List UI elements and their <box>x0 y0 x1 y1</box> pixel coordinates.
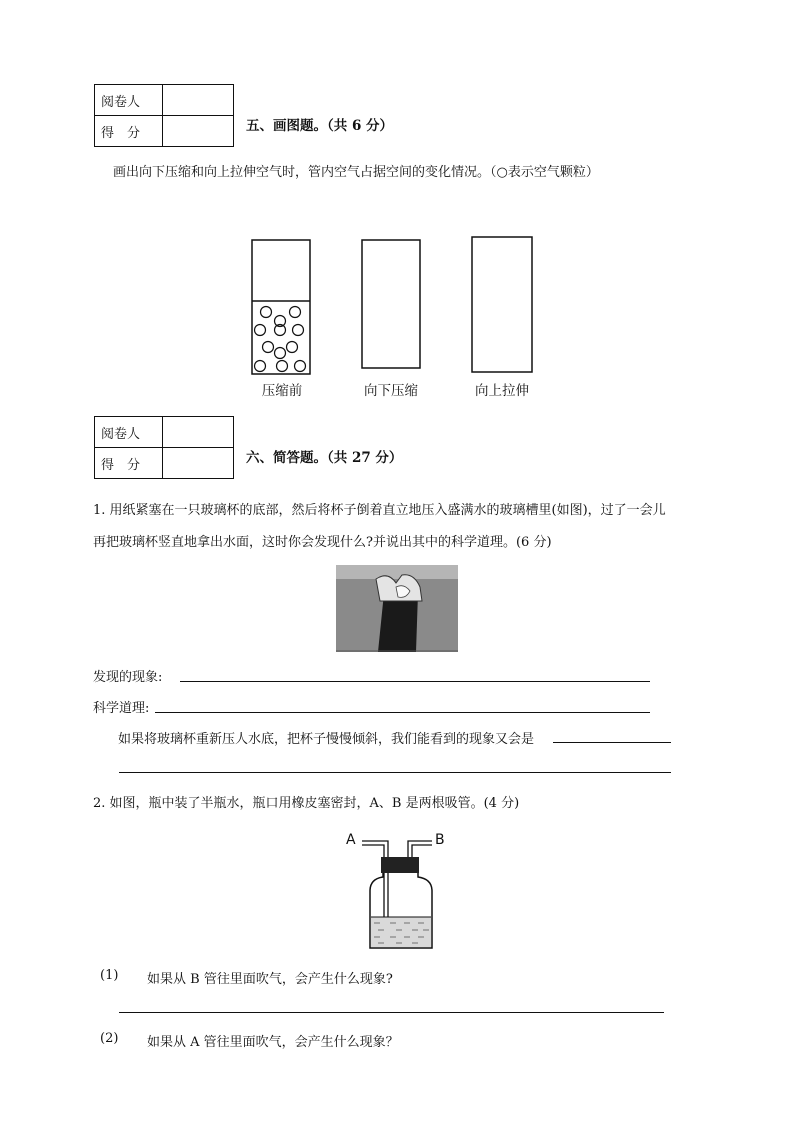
section5-instruction: 画出向下压缩和向上拉伸空气时，管内空气占据空间的变化情况。（○表示空气颗粒） <box>113 165 599 180</box>
tube-label-compressed: 向下压缩 <box>364 383 418 399</box>
sub2-number: (2) <box>100 1031 119 1046</box>
followup-answer-line-2[interactable] <box>119 772 671 773</box>
air-particles <box>255 307 306 372</box>
bottle-figure <box>360 835 445 953</box>
q1-line1: 1. 用纸紧塞在一只玻璃杯的底部，然后将杯子倒着直立地压入盛满水的玻璃槽里(如图)，过了一会儿 <box>93 503 666 518</box>
reason-answer-line[interactable] <box>155 712 650 713</box>
tube-compressed[interactable] <box>362 240 420 368</box>
section5-title: 五、画图题。（共 6 分） <box>246 118 394 134</box>
sub2-question: 如果从 A 管往里面吹气，会产生什么现象？ <box>147 1035 399 1050</box>
cup-in-water-image <box>336 565 458 652</box>
section6-title: 六、简答题。（共 27 分） <box>246 450 403 466</box>
grader-label: 阅卷人 <box>95 85 163 116</box>
sub1-number: (1) <box>100 968 119 983</box>
sub1-question: 如果从 B 管往里面吹气，会产生什么现象? <box>147 972 393 987</box>
tube-label-before: 压缩前 <box>261 383 303 399</box>
q1-line2: 再把玻璃杯竖直地拿出水面，这时你会发现什么?并说出其中的科学道理。(6 分) <box>93 535 552 550</box>
water <box>371 917 431 947</box>
tube-label-stretched: 向上拉伸 <box>475 383 529 399</box>
grader-name-cell[interactable] <box>163 417 234 448</box>
reason-label: 科学道理: <box>93 701 150 716</box>
grader-table-section6 <box>94 416 234 479</box>
phenomenon-label: 发现的现象: <box>93 670 163 685</box>
rubber-stopper <box>381 857 419 873</box>
sub1-answer-line[interactable] <box>119 1012 664 1013</box>
followup-answer-line-1[interactable] <box>553 742 671 743</box>
score-label: 得 分 <box>95 116 163 147</box>
tube-stretched[interactable] <box>472 237 532 372</box>
tube-before <box>252 240 310 374</box>
q1-followup: 如果将玻璃杯重新压人水底，把杯子慢慢倾斜，我们能看到的现象又会是 <box>118 732 535 747</box>
phenomenon-answer-line[interactable] <box>180 681 650 682</box>
q2-stem: 2. 如图，瓶中装了半瓶水，瓶口用橡皮塞密封，A、B 是两根吸管。(4 分) <box>93 796 520 811</box>
grader-label: 阅卷人 <box>95 417 163 448</box>
score-label: 得 分 <box>95 448 163 479</box>
score-cell[interactable] <box>163 448 234 479</box>
tube-a-label: A <box>346 832 356 848</box>
tube-b-label: B <box>435 832 445 848</box>
